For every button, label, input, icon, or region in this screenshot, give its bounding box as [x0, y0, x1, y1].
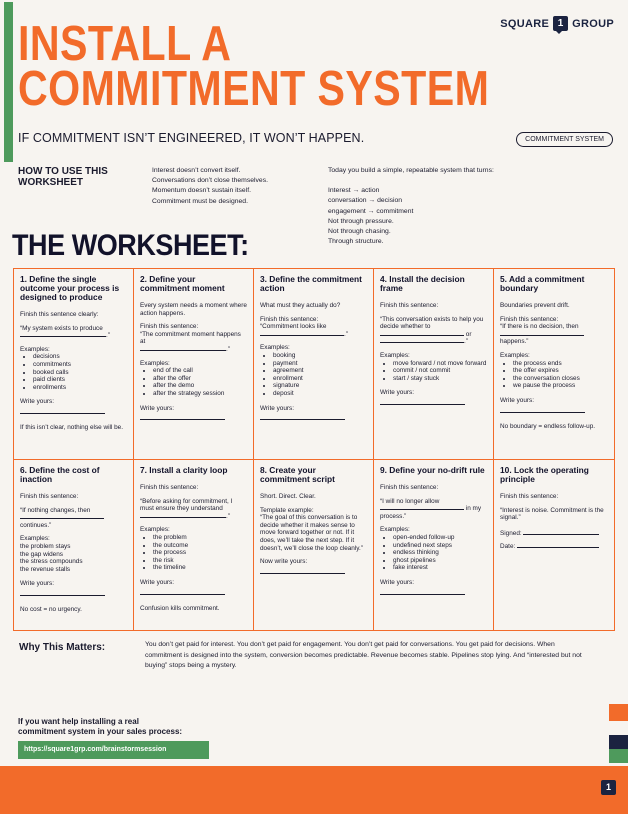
example-item: • the process ends	[513, 360, 608, 368]
sentence-end: .”	[226, 345, 230, 353]
intro-line: conversation → decision	[328, 197, 403, 205]
examples-label: Examples:	[140, 526, 170, 534]
card-instruction: Finish this sentence:	[20, 493, 79, 500]
card-10	[494, 460, 614, 630]
card-note: Confusion kills commitment.	[140, 604, 220, 612]
intro-line: Momentum doesn’t sustain itself.	[152, 187, 251, 195]
sentence-end: .”	[226, 512, 230, 520]
intro-column-2	[328, 166, 498, 247]
card-instruction: Finish this sentence clearly:	[20, 311, 99, 318]
intro-column-1	[152, 166, 322, 207]
example-item: • after the offer	[153, 375, 247, 383]
write-line[interactable]	[260, 412, 345, 420]
intro-line: Interest doesn’t convert itself.	[152, 167, 241, 174]
example-item: • ghost pipelines	[393, 557, 487, 565]
card-title: 7. Install a clarity loop	[140, 465, 228, 475]
example-item: • payment	[273, 360, 367, 368]
examples-list	[33, 353, 127, 391]
example-item: • after the demo	[153, 382, 247, 390]
sentence-text: “This conversation exists to help you decide whether to	[380, 315, 484, 331]
card-instruction: Finish this sentence:	[140, 323, 199, 331]
example-item: • booking	[273, 352, 367, 360]
sentence-mid: in my	[465, 505, 482, 513]
date-line[interactable]	[517, 547, 599, 548]
card-instruction: Finish this sentence:	[380, 302, 439, 309]
date-row	[500, 543, 608, 551]
accent-bar	[4, 2, 13, 162]
brand-logo	[500, 16, 614, 31]
card-6	[14, 460, 134, 630]
example-item: • move forward / not move forward	[393, 360, 487, 368]
card-title: 10. Lock the operating principle	[500, 465, 589, 484]
examples-list	[153, 367, 247, 397]
write-line[interactable]	[140, 587, 225, 595]
card-title: 4. Install the decision frame	[380, 274, 465, 293]
write-line[interactable]	[140, 412, 225, 420]
blank-line[interactable]	[20, 336, 106, 337]
intro-line: Through structure.	[328, 238, 384, 246]
write-label: Write yours:	[20, 398, 54, 406]
write-line[interactable]	[380, 397, 465, 405]
write-line[interactable]	[380, 587, 465, 595]
write-line[interactable]	[20, 406, 105, 414]
intro-line: Conversations don’t close themselves.	[152, 177, 268, 185]
write-label: Write yours:	[20, 580, 54, 588]
example-item: • enrollments	[33, 384, 127, 392]
card-9	[374, 460, 494, 630]
example-item: • the offer expires	[513, 367, 608, 375]
sentence-end: .”	[344, 330, 348, 338]
card-title: 9. Define your no-drift rule	[380, 465, 485, 475]
sentence-text: “Before asking for commitment, I must ensure they understand	[140, 497, 233, 513]
title-line-2: COMMITMENT SYSTEM	[18, 62, 490, 116]
examples-label: Examples:	[20, 535, 50, 543]
example-item: • open-ended follow-up	[393, 534, 487, 542]
title-line-1: INSTALL A	[18, 17, 232, 71]
brand-right: GROUP	[572, 17, 614, 30]
examples-label: Examples:	[500, 351, 530, 359]
example-item: • end of the call	[153, 367, 247, 375]
blank-line[interactable]	[20, 518, 104, 519]
examples-list	[513, 360, 608, 390]
card-lead: Short. Direct. Clear.	[260, 493, 316, 500]
intro-line: Not through chasing.	[328, 228, 391, 236]
blank-line[interactable]	[140, 350, 226, 351]
why-body: You don’t get paid for interest. You don’t get paid for engagement. You don’t get paid for conversations. You get paid for decisions. When commitment is designed into the system, conversion becomes predictable. Revenue becomes stable. Pipelines stop lying. And “interested but not buying” stops being a mystery.	[145, 641, 582, 669]
decor-square-green	[609, 749, 628, 763]
card-title: 2. Define your commitment moment	[140, 274, 225, 293]
blank-line[interactable]	[380, 342, 464, 343]
write-label: Write yours:	[140, 578, 174, 586]
card-lead: What must they actually do?	[260, 302, 341, 309]
example-item: • undefined next steps	[393, 542, 487, 550]
card-title: 6. Define the cost of inaction	[20, 465, 100, 484]
write-label: Write yours:	[140, 404, 174, 412]
card-sentence	[20, 507, 127, 530]
example-item: • commitments	[33, 361, 127, 369]
decor-square-orange	[609, 704, 628, 721]
blank-line[interactable]	[140, 517, 226, 518]
write-label: Write yours:	[380, 578, 414, 586]
footer-band	[0, 766, 628, 814]
card-lead: Boundaries prevent drift.	[500, 302, 570, 309]
intro-lead: Today you build a simple, repeatable system that turns:	[328, 167, 494, 174]
section-pill: COMMITMENT SYSTEM	[516, 132, 613, 147]
write-line[interactable]	[260, 566, 345, 574]
example-item: • start / stay stuck	[393, 375, 487, 383]
intro-line: Interest → action	[328, 187, 380, 195]
card-sentence	[380, 498, 487, 521]
examples-label: Examples:	[380, 351, 410, 359]
signed-row	[500, 530, 608, 538]
sentence-end: happens.”	[500, 338, 529, 346]
card-instruction: Finish this sentence:	[140, 484, 199, 491]
brand-left: SQUARE	[500, 17, 550, 30]
example-item: • fake interest	[393, 564, 487, 572]
card-sentence	[260, 323, 367, 338]
example-item: the gap widens	[20, 550, 63, 558]
card-sentence	[380, 316, 487, 346]
example-item: • the outcome	[153, 542, 247, 550]
blank-line[interactable]	[500, 335, 584, 336]
example-item: • the problem	[153, 534, 247, 542]
worksheet-title: THE WORKSHEET:	[12, 229, 249, 262]
signature-line[interactable]	[523, 534, 599, 535]
blank-line[interactable]	[380, 335, 464, 336]
card-note: No cost = no urgency.	[20, 605, 82, 613]
write-label: Write yours:	[500, 396, 534, 404]
examples-label: Examples:	[260, 344, 290, 352]
signed-label: Signed:	[500, 529, 522, 537]
examples-list	[393, 360, 487, 383]
date-label: Date:	[500, 543, 516, 551]
intro-line: engagement → commitment	[328, 207, 414, 215]
sentence-text: “My system exists to produce	[20, 324, 103, 332]
example-item: • the timeline	[153, 564, 247, 572]
blank-line[interactable]	[260, 335, 344, 336]
example-item: • paid clients	[33, 376, 127, 384]
why-section	[13, 632, 615, 672]
card-8	[254, 460, 374, 630]
worksheet-grid	[13, 268, 615, 631]
example-item: • signature	[273, 382, 367, 390]
example-item: • enrollment	[273, 375, 367, 383]
example-item: • commit / not commit	[393, 367, 487, 375]
write-line[interactable]	[500, 405, 585, 413]
card-lead: Every system needs a moment where action happens.	[140, 302, 247, 317]
examples-label: Examples:	[20, 345, 50, 353]
example-item: the stress compounds	[20, 558, 83, 566]
card-instruction: Finish this sentence:	[260, 315, 319, 323]
page-title	[18, 17, 490, 116]
card-7	[134, 460, 254, 630]
write-label: Now write yours:	[260, 558, 308, 566]
card-3	[254, 269, 374, 460]
examples-label: Examples:	[380, 526, 410, 534]
decor-square-navy	[609, 735, 628, 749]
card-instruction: Finish this sentence:	[500, 315, 559, 323]
sentence-end: .”	[464, 338, 468, 346]
examples-list	[393, 534, 487, 572]
sentence-text: “If nothing changes, then	[20, 506, 91, 514]
template-label: Template example:	[260, 506, 314, 514]
sentence-end: process.”	[380, 512, 407, 520]
example-item: • deposit	[273, 390, 367, 398]
card-note: If this isn’t clear, nothing else will be.	[20, 423, 124, 431]
cta-line-2: commitment system in your sales process:	[18, 726, 183, 736]
example-item: • agreement	[273, 367, 367, 375]
examples-label: Examples:	[140, 359, 170, 367]
card-5	[494, 269, 614, 460]
examples-list	[153, 534, 247, 572]
brand-box-icon: 1	[553, 16, 568, 31]
card-sentence: “Interest is noise. Commitment is the signal.”	[500, 506, 604, 522]
sentence-text: “The commitment moment happens at	[140, 330, 241, 346]
card-1	[14, 269, 134, 460]
sentence-or: or	[465, 330, 472, 338]
cta-link[interactable]: https://square1grp.com/brainstormsession	[18, 741, 209, 759]
template-text: “The goal of this conversation is to decide whether it makes sense to move forward together or not. If it does, we’ll take the next step. If it doesn’t, we’ll close the loop cleanly.”	[260, 514, 363, 552]
example-item: • decisions	[33, 353, 127, 361]
sentence-text: “I will no longer allow	[380, 497, 440, 505]
sentence-text: “Commitment looks like	[260, 323, 327, 331]
intro-line: Commitment must be designed.	[152, 197, 248, 205]
example-item: • the conversation closes	[513, 375, 608, 383]
examples-list	[273, 352, 367, 398]
intro-line: Not through pressure.	[328, 217, 394, 225]
example-item: • we pause the process	[513, 382, 608, 390]
examples-list	[20, 543, 127, 573]
cta-text	[18, 717, 182, 736]
card-title: 3. Define the commitment action	[260, 274, 362, 293]
why-heading: Why This Matters:	[19, 642, 106, 653]
card-instruction: Finish this sentence:	[380, 484, 439, 491]
example-item: • the risk	[153, 557, 247, 565]
sentence-end: .”	[106, 332, 110, 340]
card-4	[374, 269, 494, 460]
card-sentence	[500, 323, 608, 346]
cta-line-1: If you want help installing a real	[18, 717, 139, 726]
example-item: • the process	[153, 549, 247, 557]
example-item: the problem stays	[20, 542, 71, 550]
brand-mark-icon: 1	[601, 780, 616, 795]
write-line[interactable]	[20, 588, 105, 596]
sentence-end: continues.”	[20, 521, 52, 529]
card-title: 1. Define the single outcome your process is designed to produce	[20, 274, 120, 302]
blank-line[interactable]	[380, 509, 464, 510]
example-item: the revenue stalls	[20, 565, 71, 573]
card-title: 8. Create your commitment script	[260, 465, 335, 484]
card-note: No boundary = endless follow-up.	[500, 422, 596, 430]
sentence-text: “If there is no decision, then	[500, 323, 579, 331]
card-sentence	[140, 331, 247, 354]
write-label: Write yours:	[380, 389, 414, 397]
card-2	[134, 269, 254, 460]
card-sentence	[140, 498, 247, 521]
example-item: • endless thinking	[393, 549, 487, 557]
write-label: Write yours:	[260, 404, 294, 412]
card-sentence	[20, 325, 127, 340]
example-item: • after the strategy session	[153, 390, 247, 398]
tagline: IF COMMITMENT ISN’T ENGINEERED, IT WON’T HAPPEN.	[18, 131, 365, 145]
card-title: 5. Add a commitment boundary	[500, 274, 585, 293]
how-to-heading: HOW TO USE THIS WORKSHEET	[18, 166, 108, 188]
example-item: • booked calls	[33, 369, 127, 377]
card-instruction: Finish this sentence:	[500, 493, 559, 500]
